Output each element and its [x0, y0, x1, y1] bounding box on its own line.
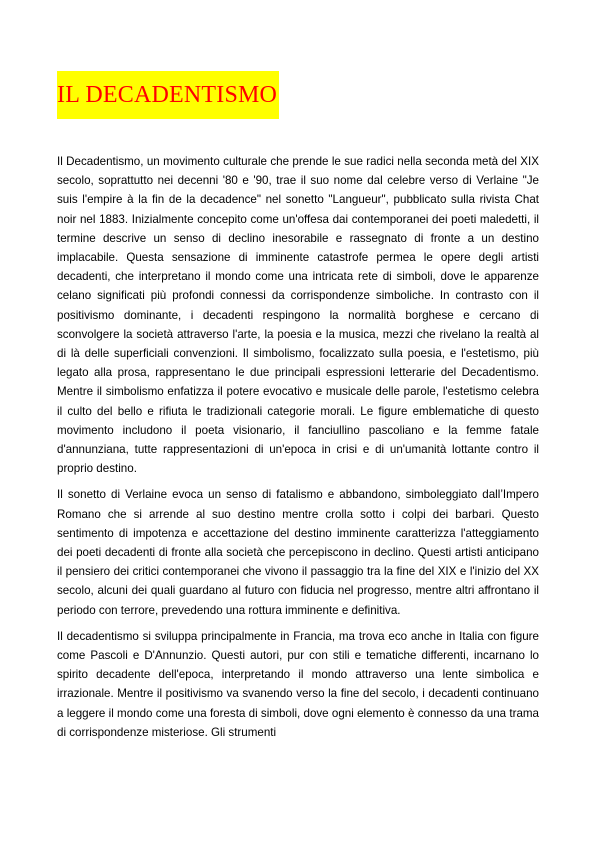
title-highlight — [57, 71, 279, 119]
paragraph-3: Il decadentismo si sviluppa principalmente in Francia, ma trova eco anche in Italia con figure come Pascoli e D'Annunzio. Questi autori, pur con stili e tematiche differenti, incarnano lo spirito decadente dell'epoca, interpretando il mondo attraverso una lente simbolica e irrazionale. Mentre il positivismo va svanendo verso la fine del secolo, i decadenti continuano a leggere il mondo come una foresta di simboli, dove ogni elemento è connesso da una trama di corrispondenze misteriose. Gli strumenti — [57, 629, 539, 739]
paragraph-1: Il Decadentismo, un movimento culturale che prende le sue radici nella seconda metà del XIX secolo, soprattutto nei decenni '80 e '90, trae il suo nome dal celebre verso di Verlaine "Je suis l'empire à la fin de la decadence" nel sonetto "Langueur", pubblicato sulla rivista Chat noir nel 1883. Inizialmente concepito come un'offesa dai contemporanei dei poeti maledetti, il termine descrive un senso di declino inesorabile e rassegnato di fronte a un destino implacabile. Questa sensazione di imminente catastrofe permea le opere degli artisti decadenti, che interpretano il mondo come una intricata rete di simboli, dove le apparenze celano significati più profondi connessi da corrispondenze simboliche. In contrasto con il positivismo dominante, i decadenti respingono la normalità borghese e cercano di sconvolgere la società attraverso l'arte, la poesia e la musica, mezzi che rivelano la realtà al di là delle superficiali convenzioni. Il simbolismo, focalizzato sulla poesia, e l'estetismo, più legato alla prosa, rappresentano le due principali espressioni letterarie del Decadentismo. Mentre il simbolismo enfatizza il potere evocativo e musicale delle parole, l'estetismo celebra il culto del bello e rifiuta le tradizionali categorie morali. Le figure emblematiche di questo movimento includono il poeta visionario, il fanciullino pascoliano e la femme fatale d'annunziana, tutte rappresentazioni di un'epoca in crisi e di un'umanità lottante contro il proprio destino. — [57, 155, 539, 476]
paragraph-2: Il sonetto di Verlaine evoca un senso di fatalismo e abbandono, simboleggiato dall’Impero Romano che si arrende al suo destino mentre crolla sotto i colpi dei barbari. Questo sentimento di impotenza e accettazione del destino imminente caratterizza l'atteggiamento dei poeti decadenti di fronte alla società che percepiscono in declino. Questi artisti anticipano il pensiero dei critici contemporanei che vivono il passaggio tra la fine del XIX e l'inizio del XX secolo, alcuni dei quali guardano al futuro con fiducia nel progresso, mentre altri affrontano il periodo con terrore, prevedendo una rottura imminente e definitiva. — [57, 488, 539, 617]
document-title: IL DECADENTISMO — [57, 82, 278, 108]
document-body — [57, 152, 539, 749]
